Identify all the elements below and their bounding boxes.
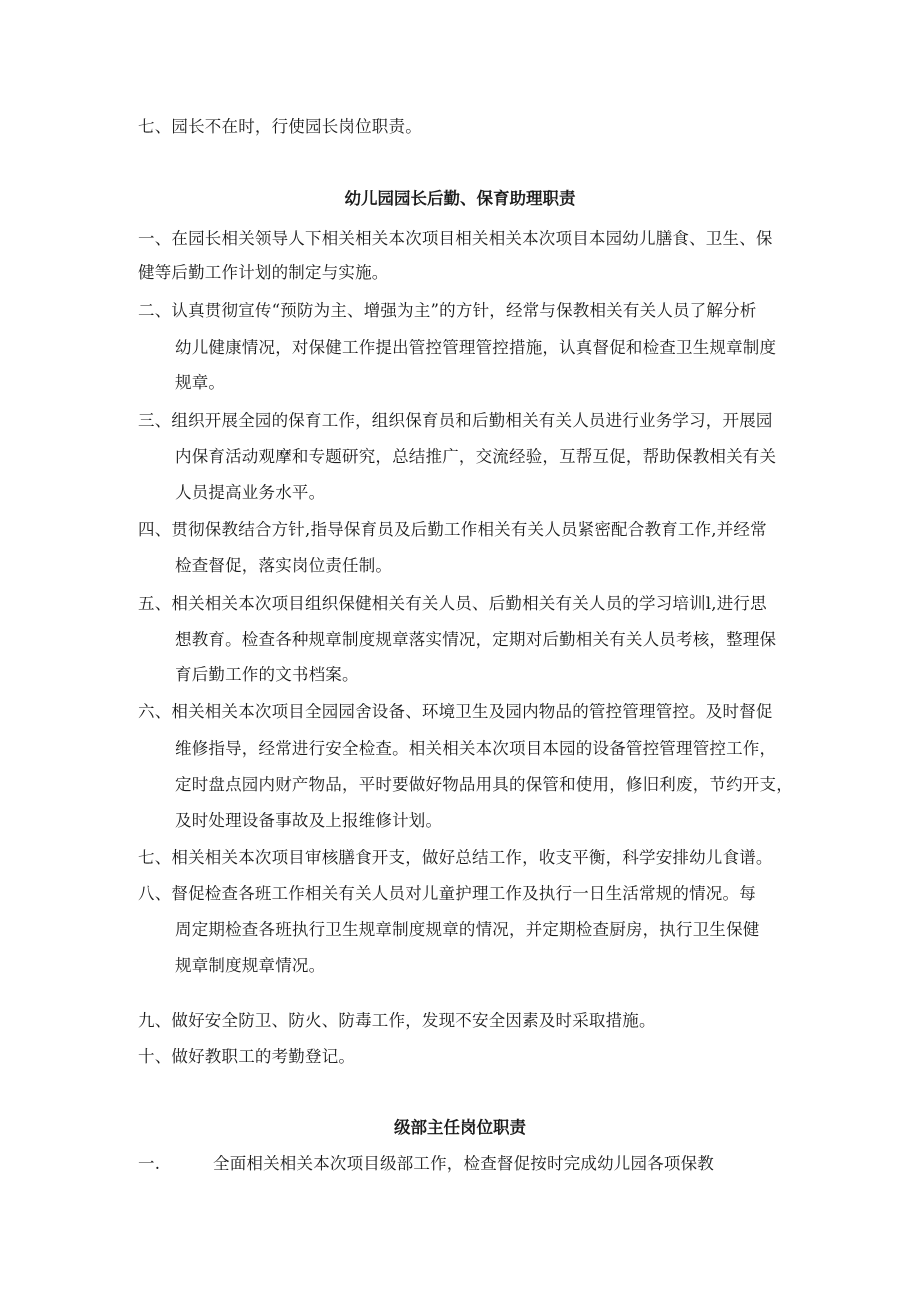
section1-item-5-line-3: 育后勤工作的文书档案。: [175, 665, 359, 684]
section1-item-6-line-1: 六、相关相关本次项目全园园舍设备、环境卫生及园内物品的管控管理管控。及时督促: [138, 702, 773, 721]
section1-item-2-line-3: 规章。: [175, 373, 226, 392]
section1-item-7-line-1: 七、相关相关本次项目审核膳食开支，做好总结工作，收支平衡，科学安排幼儿食谱。: [138, 848, 773, 867]
section1-item-3-line-2: 内保育活动观摩和专题研究，总结推广，交流经验，互帮互促，帮助保教相关有关: [175, 447, 777, 466]
section1-item-6-line-4: 及时处理设备事故及上报维修计划。: [175, 811, 443, 830]
section1-item-8-line-2: 周定期检查各班执行卫生规章制度规章的情况，并定期检查厨房，执行卫生保健: [175, 920, 760, 939]
section1-item-10-line-1: 十、做好教职工的考勤登记。: [138, 1047, 356, 1066]
section1-item-3-line-3: 人员提高业务水平。: [175, 483, 326, 502]
section1-title: 幼儿园园长后勤、保育助理职责: [344, 189, 576, 208]
section1-item-6-line-3: 定时盘点园内财产物品，平时要做好物品用具的保管和使用，修旧利废，节约开支，: [175, 775, 793, 794]
section1-item-2-line-2: 幼儿健康情况，对保健工作提出管控管理管控措施，认真督促和检查卫生规章制度: [175, 338, 777, 357]
section2-item-1-marker: 一.: [138, 1154, 161, 1173]
section1-item-2-line-1: 二、认真贯彻宣传“预防为主、增强为主”的方针，经常与保教相关有关人员了解分析: [138, 301, 757, 320]
section2-title: 级部主任岗位职责: [394, 1118, 526, 1137]
section1-item-1-line-1: 一、在园长相关领导人下相关相关本次项目相关相关本次项目本园幼儿膳食、卫生、保: [138, 229, 773, 248]
section1-item-1-line-2: 健等后勤工作计划的制定与实施。: [138, 263, 389, 282]
section1-item-5-line-1: 五、相关相关本次项目组织保健相关有关人员、后勤相关有关人员的学习培训l,进行思: [138, 594, 767, 613]
section1-item-8-line-1: 八、督促检查各班工作相关有关人员对儿童护理工作及执行一日生活常规的情况。每: [138, 884, 756, 903]
section1-item-4-line-1: 四、贯彻保教结合方针,指导保育员及后勤工作相关有关人员紧密配合教育工作,并经常: [138, 520, 767, 539]
section1-item-3-line-1: 三、组织开展全园的保育工作，组织保育员和后勤相关有关人员进行业务学习，开展园: [138, 411, 773, 430]
section1-item-5-line-2: 想教育。检查各种规章制度规章落实情况，定期对后勤相关有关人员考核，整理保: [175, 630, 777, 649]
section1-item-9-line-1: 九、做好安全防卫、防火、防毒工作，发现不安全因素及时采取措施。: [138, 1011, 656, 1030]
section1-item-4-line-2: 检查督促，落实岗位责任制。: [175, 556, 393, 575]
section1-item-6-line-2: 维修指导，经常进行安全检查。相关相关本次项目本园的设备管控管理管控工作，: [175, 739, 777, 758]
prev-section-item-7: 七、园长不在时，行使园长岗位职责。: [138, 117, 422, 136]
section2-item-1-text: 全面相关相关本次项目级部工作，检查督促按时完成幼儿园各项保教: [213, 1154, 714, 1173]
section1-item-8-line-3: 规章制度规章情况。: [175, 956, 326, 975]
